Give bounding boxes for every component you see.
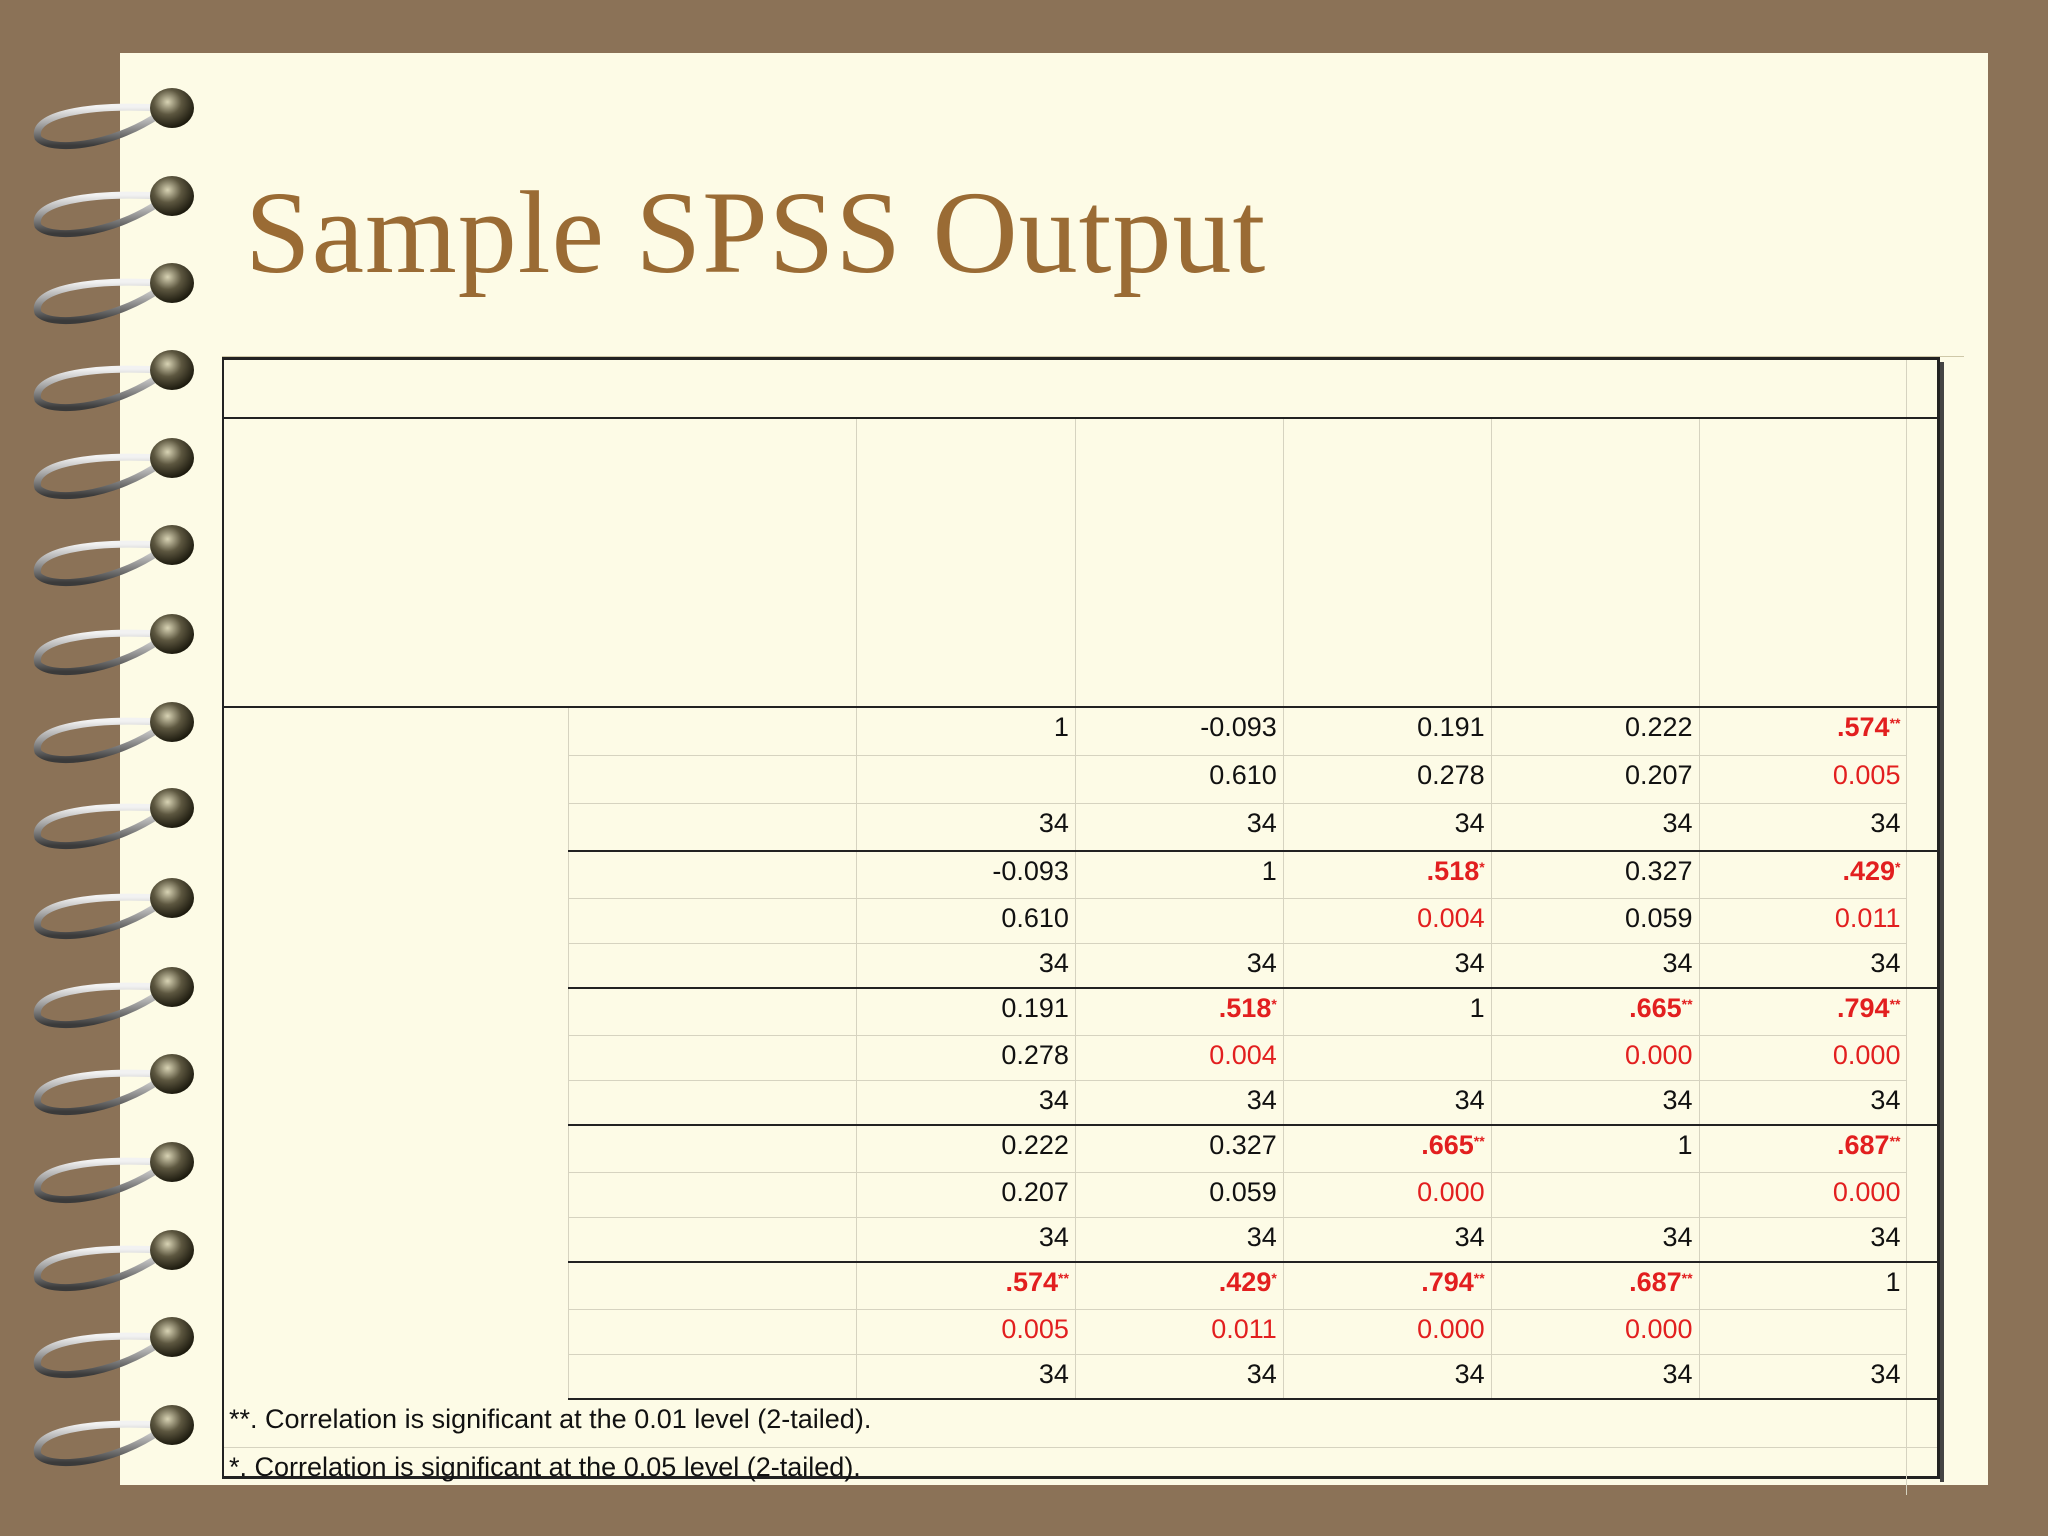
stat-label: [569, 851, 857, 898]
table-cell: [857, 988, 1076, 1035]
table-cell: [1075, 1172, 1283, 1217]
spiral-ring: [37, 721, 160, 759]
cell-value: 34: [1246, 1084, 1277, 1115]
spiral-ring: [37, 457, 160, 495]
cell-value: 1: [1885, 1267, 1901, 1297]
cell-value: 34: [1662, 1358, 1693, 1389]
cell-value: .574: [1837, 712, 1890, 742]
stat-label: [569, 943, 857, 988]
stat-label: [569, 1354, 857, 1399]
table-cell: [1491, 1309, 1699, 1354]
punch-hole: [150, 1054, 194, 1094]
row-group-label: [224, 1125, 569, 1262]
table-cell: [1491, 943, 1699, 988]
spiral-ring: [37, 633, 160, 671]
table-cell: [1283, 1035, 1491, 1080]
spiral-ring: [37, 986, 160, 1024]
stat-label: [569, 1125, 857, 1172]
table-cell: [1699, 943, 1907, 988]
table-cell: [1699, 707, 1907, 755]
cell-value: .794: [1837, 993, 1890, 1023]
cell-value: 34: [1038, 947, 1069, 978]
cell-value: .518: [1426, 856, 1480, 886]
significance-mark: **: [1058, 1270, 1069, 1286]
cell-value: .518: [1218, 993, 1272, 1023]
table-cell: [1075, 1125, 1283, 1172]
table-cell: [1491, 755, 1699, 803]
table-cell: [1075, 1217, 1283, 1262]
table-cell: [1699, 898, 1907, 943]
table-cell: [857, 851, 1076, 898]
table-cell: [1699, 1080, 1907, 1125]
cell-value: 0.000: [1417, 1176, 1485, 1207]
table-cell: [1699, 755, 1907, 803]
footnote: **. Correlation is significant at the 0.01 level (2-tailed).: [224, 1399, 1907, 1448]
table-cell: [1491, 1125, 1699, 1172]
spiral-ring: [37, 544, 160, 582]
table-cell: [1075, 803, 1283, 851]
table-cell: [1283, 707, 1491, 755]
table-cell: [1699, 1125, 1907, 1172]
table-cell: [857, 1035, 1076, 1080]
cell-value: -0.093: [992, 856, 1069, 886]
cell-value: 0.327: [1209, 1130, 1277, 1160]
table-cell: [1699, 988, 1907, 1035]
punch-hole: [150, 1230, 194, 1270]
cell-value: 34: [1662, 807, 1693, 838]
column-header: [1699, 418, 1907, 707]
table-row: [224, 707, 1937, 755]
cell-value: 34: [1870, 947, 1901, 978]
table-cell: [1283, 1172, 1491, 1217]
column-header: [1491, 418, 1699, 707]
row-group-label: [224, 1262, 569, 1399]
stat-label: [569, 1262, 857, 1309]
table-cell: [857, 803, 1076, 851]
cell-value: 34: [1662, 947, 1693, 978]
punch-hole: [150, 1317, 194, 1357]
footnote: *. Correlation is significant at the 0.05 level (2-tailed).: [229, 1452, 861, 1482]
table-cell: [1699, 851, 1907, 898]
cell-value: 0.004: [1209, 1039, 1277, 1070]
punch-hole: [150, 438, 194, 478]
cell-value: 34: [1246, 807, 1277, 838]
cell-value: .687: [1837, 1130, 1890, 1160]
significance-mark: *: [1895, 859, 1901, 875]
table-cell: [1283, 898, 1491, 943]
spiral-ring: [37, 1336, 160, 1374]
table-cell: [1699, 1262, 1907, 1309]
significance-mark: **: [1889, 715, 1901, 731]
table-row: [224, 851, 1937, 898]
punch-hole: [150, 614, 194, 654]
table-cell: [1491, 1217, 1699, 1262]
cell-value: 34: [1454, 1084, 1485, 1115]
table-cell: [1075, 898, 1283, 943]
table-cell: [1491, 898, 1699, 943]
cell-value: 0.222: [1625, 712, 1693, 742]
table-row: [224, 1262, 1937, 1309]
table-cell: [1075, 1354, 1283, 1399]
punch-hole: [150, 350, 194, 390]
cell-value: 0.000: [1417, 1313, 1485, 1344]
significance-mark: **: [1889, 996, 1901, 1012]
table-shadow: [1940, 362, 1944, 1482]
table-cell: [1283, 1080, 1491, 1125]
cell-value: 1: [1261, 856, 1277, 886]
cell-value: 34: [1870, 1084, 1901, 1115]
cell-value: .794: [1421, 1267, 1474, 1297]
table-cell: [1699, 1217, 1907, 1262]
punch-hole: [150, 788, 194, 828]
table-caption: [224, 360, 1907, 418]
table-cell: [857, 1309, 1076, 1354]
table-cell: [1491, 1172, 1699, 1217]
punch-hole: [150, 176, 194, 216]
table-cell: [1283, 1309, 1491, 1354]
punch-hole: [150, 1142, 194, 1182]
table-cell: [1283, 943, 1491, 988]
significance-mark: **: [1889, 1133, 1901, 1149]
table-cell: [1075, 755, 1283, 803]
punch-hole: [150, 878, 194, 918]
table-cell: [857, 707, 1076, 755]
stat-label: [569, 1035, 857, 1080]
cell-value: 34: [1454, 1358, 1485, 1389]
table-cell: [1699, 1035, 1907, 1080]
significance-mark: *: [1271, 1270, 1277, 1286]
table-cell: [1075, 1080, 1283, 1125]
table-cell: [1491, 803, 1699, 851]
table-cell: [1491, 1080, 1699, 1125]
punch-hole: [150, 525, 194, 565]
stat-label: [569, 1172, 857, 1217]
row-group-label: [224, 707, 569, 851]
row-group-label: [224, 988, 569, 1125]
cell-value: .687: [1629, 1267, 1682, 1297]
table-cell: [857, 755, 1076, 803]
stat-label: [569, 1309, 857, 1354]
spiral-ring: [37, 1249, 160, 1287]
spiral-ring: [37, 369, 160, 407]
table-cell: [857, 1354, 1076, 1399]
table-cell: [1283, 803, 1491, 851]
table-cell: [1283, 1217, 1491, 1262]
stat-label: [569, 898, 857, 943]
cell-value: 34: [1038, 1221, 1069, 1252]
table-cell: [857, 898, 1076, 943]
cell-value: 34: [1662, 1221, 1693, 1252]
punch-hole: [150, 88, 194, 128]
cell-value: 0.207: [1001, 1176, 1069, 1207]
stat-label: [569, 707, 857, 755]
cell-value: 1: [1053, 712, 1069, 742]
cell-value: 34: [1454, 807, 1485, 838]
cell-value: 0.011: [1834, 902, 1901, 933]
table-cell: [857, 1217, 1076, 1262]
cell-value: 0.191: [1417, 712, 1485, 742]
table-row: [224, 1125, 1937, 1172]
significance-mark: **: [1473, 1133, 1485, 1149]
cell-value: 0.005: [1832, 759, 1901, 790]
stat-label: [569, 803, 857, 851]
table-cell: [1283, 1262, 1491, 1309]
table-cell: [1491, 707, 1699, 755]
column-header: [1283, 418, 1491, 707]
significance-mark: **: [1681, 1270, 1693, 1286]
spiral-ring: [37, 195, 160, 233]
punch-hole: [150, 967, 194, 1007]
cell-value: 34: [1662, 1084, 1693, 1115]
table-cell: [1491, 988, 1699, 1035]
table-cell: [857, 1262, 1076, 1309]
table-cell: [1075, 707, 1283, 755]
cell-value: 0.000: [1625, 1313, 1693, 1344]
correlations-table: [224, 360, 1937, 1495]
table-cell: [1283, 1125, 1491, 1172]
table-cell: [1075, 1035, 1283, 1080]
table-cell: [857, 943, 1076, 988]
table-cell: [857, 1125, 1076, 1172]
cell-value: .665: [1629, 993, 1682, 1023]
cell-value: 0.000: [1832, 1039, 1901, 1070]
significance-mark: **: [1681, 996, 1693, 1012]
stat-label: [569, 988, 857, 1035]
stat-label: [569, 755, 857, 803]
significance-mark: *: [1479, 859, 1485, 875]
punch-hole: [150, 702, 194, 742]
table-cell: [1075, 1309, 1283, 1354]
cell-value: 1: [1469, 993, 1485, 1023]
cell-value: 0.278: [1417, 759, 1485, 790]
cell-value: 0.610: [1209, 759, 1277, 790]
spiral-ring: [37, 897, 160, 935]
cell-value: 34: [1870, 1221, 1901, 1252]
column-header: [1075, 418, 1283, 707]
cell-value: .574: [1005, 1267, 1058, 1297]
table-cell: [1075, 988, 1283, 1035]
stat-label: [569, 1217, 857, 1262]
cell-value: 34: [1038, 807, 1069, 838]
spiral-ring: [37, 1424, 160, 1462]
cell-value: 1: [1677, 1130, 1693, 1160]
cell-value: 0.222: [1001, 1130, 1069, 1160]
cell-value: 0.000: [1625, 1039, 1693, 1070]
cell-value: 0.327: [1625, 856, 1693, 886]
punch-hole: [150, 1405, 194, 1445]
cell-value: 0.059: [1625, 902, 1693, 933]
spiral-ring: [37, 1161, 160, 1199]
cell-value: 0.191: [1001, 993, 1069, 1023]
table-cell: [1491, 1262, 1699, 1309]
table-cell: [1075, 851, 1283, 898]
cell-value: 0.059: [1209, 1176, 1277, 1207]
table-cell: [1283, 755, 1491, 803]
cell-value: 34: [1246, 1358, 1277, 1389]
row-group-label: [224, 851, 569, 988]
cell-value: 34: [1870, 807, 1901, 838]
cell-value: 34: [1038, 1358, 1069, 1389]
table-cell: [1491, 851, 1699, 898]
table-cell: [1491, 1354, 1699, 1399]
cell-value: 0.207: [1625, 759, 1693, 790]
slide-title: Sample SPSS Output: [245, 167, 1267, 298]
column-header: [857, 418, 1076, 707]
cell-value: 34: [1454, 947, 1485, 978]
cell-value: 0.000: [1832, 1176, 1901, 1207]
cell-value: 0.278: [1001, 1039, 1069, 1070]
cell-value: 34: [1246, 947, 1277, 978]
stat-label: [569, 1080, 857, 1125]
spiral-ring: [37, 1073, 160, 1111]
cell-value: 34: [1038, 1084, 1069, 1115]
punch-hole: [150, 263, 194, 303]
table-cell: [857, 1080, 1076, 1125]
table-cell: [1283, 988, 1491, 1035]
cell-value: 0.004: [1417, 902, 1485, 933]
significance-mark: **: [1473, 1270, 1485, 1286]
cell-value: 34: [1870, 1358, 1901, 1389]
table-cell: [1699, 803, 1907, 851]
spss-output-table: [222, 357, 1940, 1482]
spiral-ring: [37, 807, 160, 845]
cell-value: 34: [1454, 1221, 1485, 1252]
cell-value: 0.610: [1001, 902, 1069, 933]
cell-value: 0.005: [1001, 1313, 1069, 1344]
table-row: [224, 988, 1937, 1035]
spiral-binding: [0, 0, 220, 1536]
table-cell: [1283, 1354, 1491, 1399]
cell-value: .429: [1218, 1267, 1272, 1297]
table-cell: [1075, 1262, 1283, 1309]
cell-value: .429: [1842, 856, 1896, 886]
significance-mark: *: [1271, 996, 1277, 1012]
table-cell: [1699, 1354, 1907, 1399]
table-cell: [1075, 943, 1283, 988]
cell-value: 0.011: [1211, 1313, 1277, 1344]
spiral-ring: [37, 107, 160, 145]
cell-value: -0.093: [1200, 712, 1277, 742]
cell-value: .665: [1421, 1130, 1474, 1160]
cell-value: 34: [1246, 1221, 1277, 1252]
table-cell: [1699, 1309, 1907, 1354]
table-cell: [1491, 1035, 1699, 1080]
table-cell: [1283, 851, 1491, 898]
table-cell: [1699, 1172, 1907, 1217]
table-cell: [857, 1172, 1076, 1217]
spiral-ring: [37, 282, 160, 320]
